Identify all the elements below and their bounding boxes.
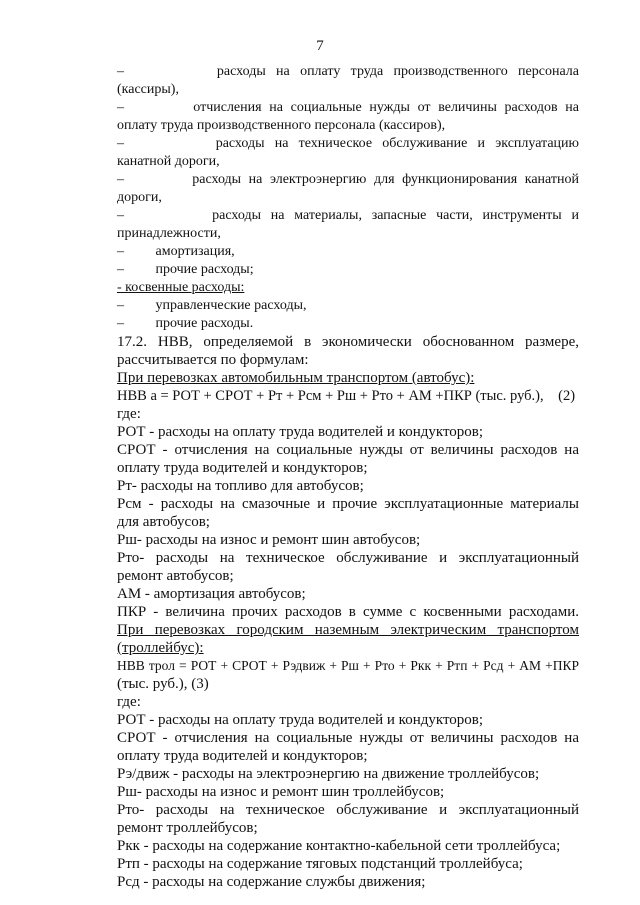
text-line: оплату труда производственного персонала (кассиров), <box>117 118 446 133</box>
text-line: ремонт троллейбусов; <box>117 820 258 836</box>
text-line: – расходы на материалы, запасные части, инструменты и <box>117 208 579 223</box>
text-line: – прочие расходы. <box>117 316 254 331</box>
text-line: – прочие расходы; <box>117 262 254 277</box>
text-line: – управленческие расходы, <box>117 298 307 313</box>
text-line: РОТ - расходы на оплату труда водителей и кондукторов; <box>117 712 484 728</box>
formula-line: НВВ а = РОТ + СРОТ + Рт + Рсм + Рш + Рто + АМ +ПКР (тыс. руб.), (2) <box>117 388 576 404</box>
text-line: – расходы на электроэнергию для функционирования канатной <box>117 172 579 187</box>
text-line: Рт- расходы на топливо для автобусов; <box>117 478 364 494</box>
text-line: где: <box>117 694 141 710</box>
text-line: – расходы на оплату труда производственного персонала <box>117 64 579 79</box>
section-heading: При перевозках автомобильным транспортом (автобус): <box>117 370 475 386</box>
text-line: Ркк - расходы на содержание контактно-кабельной сети троллейбуса; <box>117 838 561 854</box>
text-line: Рш- расходы на износ и ремонт шин автобусов; <box>117 532 421 548</box>
text-line: (кассиры), <box>117 82 179 97</box>
text-line: Рсм - расходы на смазочные и прочие эксплуатационные материалы <box>117 496 579 512</box>
text-line: рассчитывается по формулам: <box>117 352 309 368</box>
text-line: Ртп - расходы на содержание тяговых подстанций троллейбуса; <box>117 856 523 872</box>
text-line: 17.2. НВВ, определяемой в экономически обоснованном размере, <box>117 334 579 350</box>
formula-line: (тыс. руб.), (3) <box>117 676 209 692</box>
formula-line: НВВ трол = РОТ + СРОТ + Рэдвиж + Рш + Рто + Ркк + Ртп + Рсд + АМ +ПКР <box>117 658 579 673</box>
text-line: дороги, <box>117 190 162 205</box>
text-line: где: <box>117 406 141 422</box>
text-line: Рш- расходы на износ и ремонт шин троллейбусов; <box>117 784 445 800</box>
text-line: оплату труда водителей и кондукторов; <box>117 460 368 476</box>
text-line: Рэ/движ - расходы на электроэнергию на движение троллейбусов; <box>117 766 540 782</box>
text-line: СРОТ - отчисления на социальные нужды от величины расходов на <box>117 442 579 458</box>
page-number: 7 <box>316 38 324 54</box>
text-line: – расходы на техническое обслуживание и эксплуатацию <box>117 136 579 151</box>
section-heading: - косвенные расходы: <box>117 280 245 295</box>
text-line: канатной дороги, <box>117 154 220 169</box>
text-line: АМ - амортизация автобусов; <box>117 586 306 602</box>
text-line: – отчисления на социальные нужды от величины расходов на <box>117 100 579 115</box>
text-line: – амортизация, <box>117 244 235 259</box>
text-line: для автобусов; <box>117 514 210 530</box>
text-line: Рсд - расходы на содержание службы движения; <box>117 874 426 890</box>
text-line: СРОТ - отчисления на социальные нужды от величины расходов на <box>117 730 579 746</box>
text-line: принадлежности, <box>117 226 221 241</box>
text-line: РОТ - расходы на оплату труда водителей и кондукторов; <box>117 424 484 440</box>
section-heading: При перевозках городским наземным электрическим транспортом <box>117 622 579 638</box>
text-line: Рто- расходы на техническое обслуживание и эксплуатационный <box>117 802 579 818</box>
text-line: Рто- расходы на техническое обслуживание и эксплуатационный <box>117 550 579 566</box>
section-heading: (троллейбус): <box>117 640 204 656</box>
text-line: ремонт автобусов; <box>117 568 234 584</box>
text-line: оплату труда водителей и кондукторов; <box>117 748 368 764</box>
text-line: ПКР - величина прочих расходов в сумме с косвенными расходами. <box>117 604 579 620</box>
